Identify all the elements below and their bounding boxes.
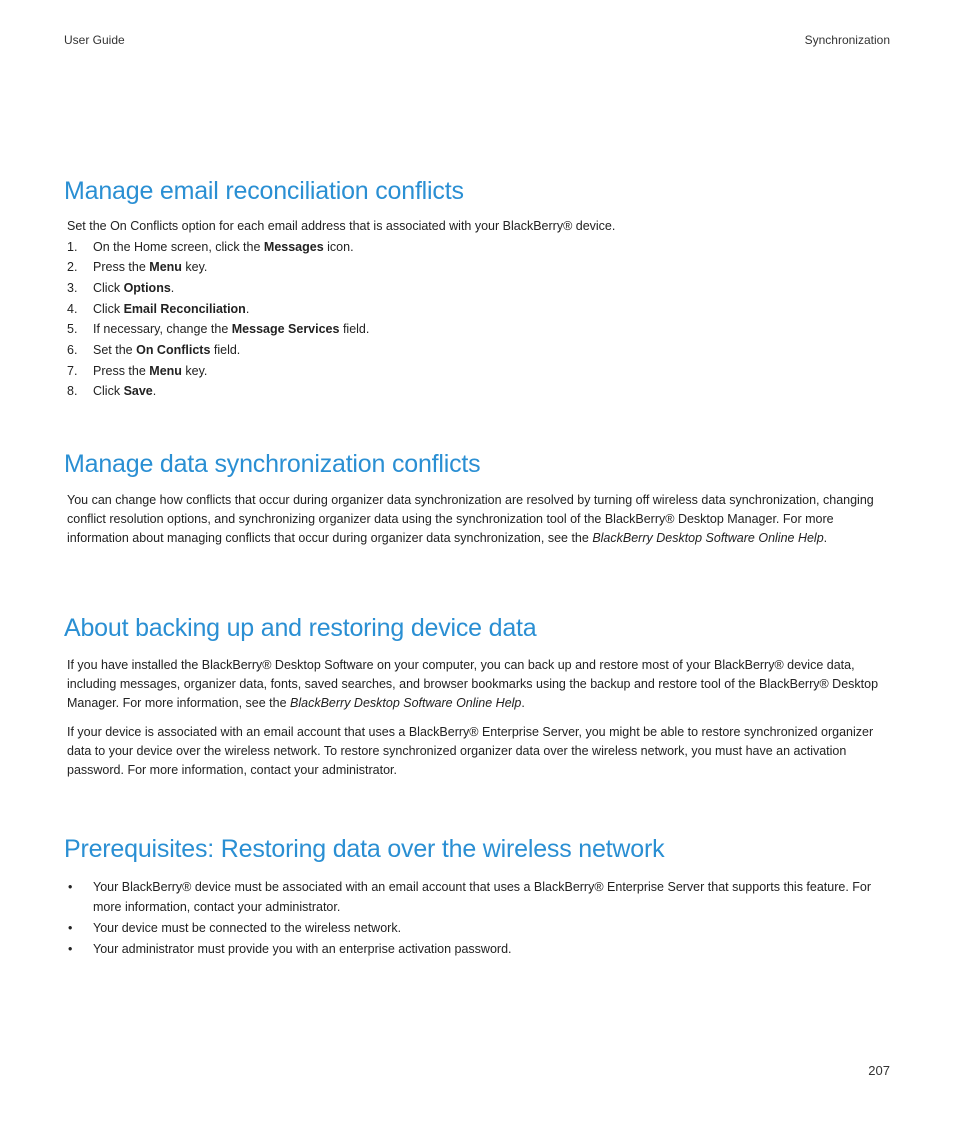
- section-data-sync-conflicts: [64, 449, 892, 558]
- header-guide-title: User Guide: [64, 33, 125, 47]
- step-item: 2. Press the Menu key.: [67, 260, 208, 275]
- step-item: 5. If necessary, change the Message Services field.: [67, 322, 370, 337]
- section-title: Prerequisites: Restoring data over the wireless network: [64, 835, 665, 863]
- section-title: About backing up and restoring device data: [64, 614, 537, 642]
- step-item: 6. Set the On Conflicts field.: [67, 343, 241, 358]
- step-item: 3. Click Options.: [67, 280, 175, 295]
- section-paragraph: If you have installed the BlackBerry® Desktop Software on your computer, you can back up and restore most of your BlackBerry® device data, including messages, organizer data, fonts, saved searches, and browser bookmarks using the backup and restore tool of the BlackBerry® Desktop Manager. For more information, see the BlackBerry Desktop Software Online Help.: [67, 658, 879, 710]
- help-reference: BlackBerry Desktop Software Online Help: [290, 696, 522, 710]
- step-item: 1. On the Home screen, click the Messages icon.: [67, 239, 354, 254]
- section-prerequisites: [64, 834, 892, 961]
- bullet-icon: •: [68, 920, 73, 935]
- page-number: 207: [868, 1063, 890, 1078]
- list-item: • Your BlackBerry® device must be associated with an email account that uses a BlackBerry® Enterprise Server that supports this feature. For more information, contact your administrator.: [68, 880, 872, 914]
- list-item: • Your administrator must provide you with an enterprise activation password.: [64, 940, 892, 960]
- step-item: 7. Press the Menu key.: [67, 363, 208, 378]
- list-item: • Your device must be connected to the wireless network.: [64, 919, 892, 939]
- header-chapter-title: Synchronization: [804, 33, 890, 47]
- section-email-reconciliation: [64, 176, 892, 402]
- section-intro: Set the On Conflicts option for each email address that is associated with your BlackBerry® device.: [67, 219, 616, 233]
- bullet-icon: •: [68, 880, 73, 894]
- section-title: Manage email reconciliation conflicts: [64, 177, 464, 205]
- bullet-icon: •: [68, 941, 73, 956]
- step-item: 4. Click Email Reconciliation.: [67, 301, 250, 316]
- step-item: 8. Click Save.: [67, 384, 157, 399]
- prerequisites-list: [64, 878, 892, 959]
- steps-list: [64, 237, 892, 403]
- help-reference: BlackBerry Desktop Software Online Help: [592, 531, 824, 545]
- running-header: [64, 33, 890, 49]
- section-backup-restore: [64, 613, 892, 790]
- section-paragraph: If your device is associated with an email account that uses a BlackBerry® Enterprise Server, you might be able to restore synchronized organizer data to your device over the wireless network. To restore synchronized organizer data over the wireless network, you must have an activation password. For more information, contact your administrator.: [67, 725, 874, 777]
- section-paragraph: You can change how conflicts that occur during organizer data synchronization are resolved by turning off wireless data synchronization, changing conflict resolution options, and synchronizing organizer data using the synchronization tool of the BlackBerry® Desktop Manager. For more information about managing conflicts that occur during organizer data synchronization, see the BlackBerry Desktop Software Online Help.: [67, 493, 874, 545]
- section-title: Manage data synchronization conflicts: [64, 450, 481, 478]
